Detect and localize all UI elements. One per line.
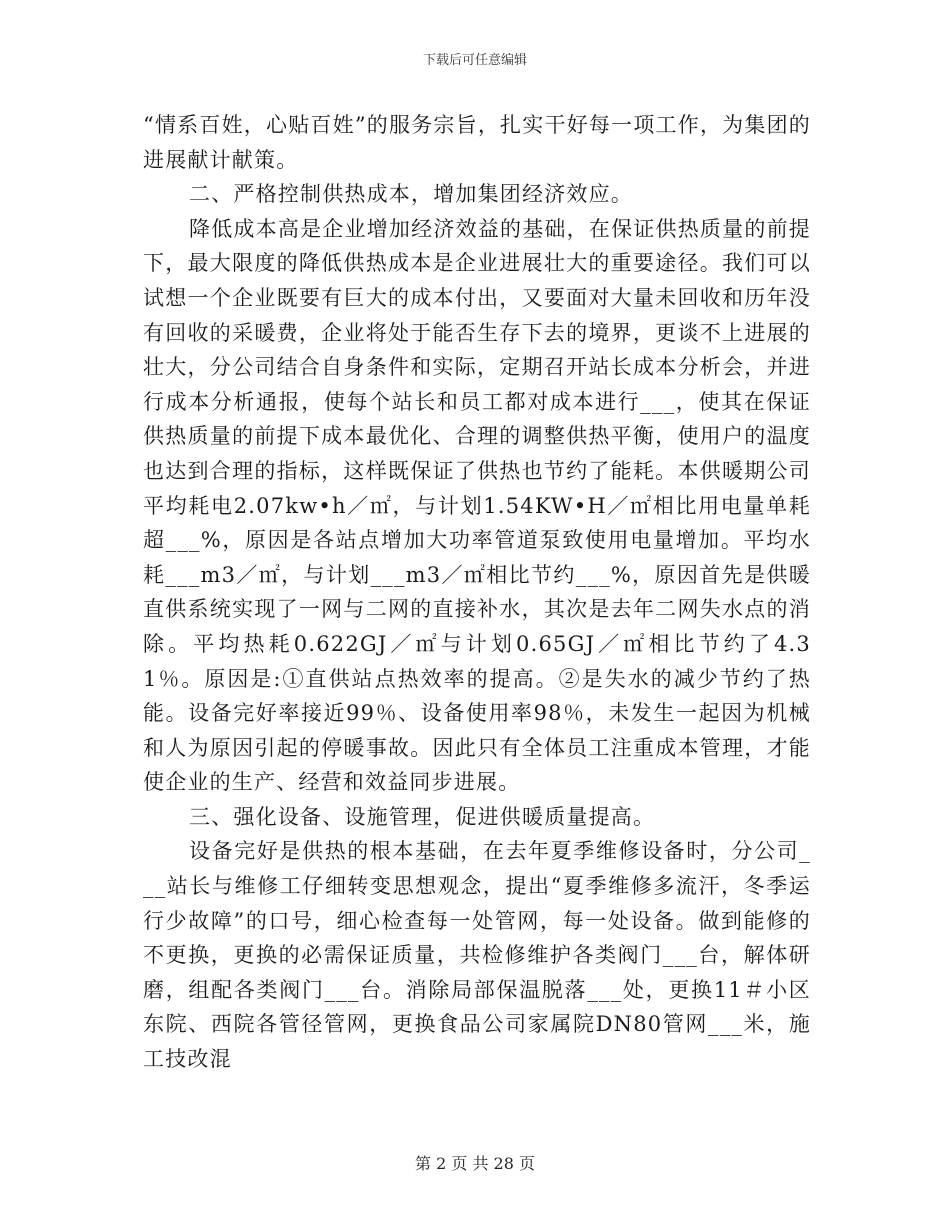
section-heading-equipment-management: 三、强化设备、设施管理，促进供暖质量提高。 [189, 804, 656, 829]
page-header-note: 下载后可任意编辑 [422, 53, 527, 68]
document-body [143, 108, 811, 1077]
paragraph-cost-reduction: 降低成本高是企业增加经济效益的基础，在保证供热质量的前提下，最大限度的降低供热成本是企业进展壮大的重要途径。我们可以试想一个企业既要有巨大的成本付出，又要面对大量未回收和历年没有回收的采暖费，企业将处于能否生存下去的境界，更谈不上进展的壮大，分公司结合自身条件和实际，定期召开站长成本分析会，并进行成本分析通报，使每个站长和员工都对成本进行___，使其在保证供热质量的前提下成本最优化、合理的调整供热平衡，使用户的温度也达到合理的指标，这样既保证了供热也节约了能耗。本供暖期公司平均耗电2.07kw•h／㎡，与计划1.54KW•H／㎡相比用电量单耗超___%，原因是各站点增加大功率管道泵致使用电量增加。平均水耗___m3／㎡，与计划___m3／㎡相比节约___%，原因首先是供暖直供系统实现了一网与二网的直接补水，其次是去年二网失水点的消除。平均热耗0.622GJ／㎡与计划0.65GJ／㎡相比节约了4.31％。原因是:①直供站点热效率的提高。②是失水的减少节约了热能。设备完好率接近99％、设备使用率98％，未发生一起因为机械和人为原因引起的停暖事故。因此只有全体员工注重成本管理，才能使企业的生产、经营和效益同步进展。 [143, 216, 811, 795]
section-heading-cost-control: 二、严格控制供热成本，增加集团经济效应。 [189, 182, 633, 207]
paragraph-service-tenet: “情系百姓，心贴百姓”的服务宗旨，扎实干好每一项工作，为集团的进展献计献策。 [143, 113, 811, 172]
paragraph-equipment-maintenance: 设备完好是供热的根本基础，在去年夏季维修设备时，分公司___站长与维修工仔细转变思想观念，提出“夏季维修多流汗，冬季运行少故障”的口号，细心检查每一处管网，每一处设备。做到能修的不更换，更换的必需保证质量，共检修维护各类阀门___台，解体研磨，组配各类阀门___台。消除局部保温脱落___处，更换11＃小区东院、西院各管径管网，更换食品公司家属院DN80管网___米，施工技改混 [143, 839, 811, 1072]
page-number-footer: 第 2 页 共 28 页 [415, 1154, 535, 1173]
